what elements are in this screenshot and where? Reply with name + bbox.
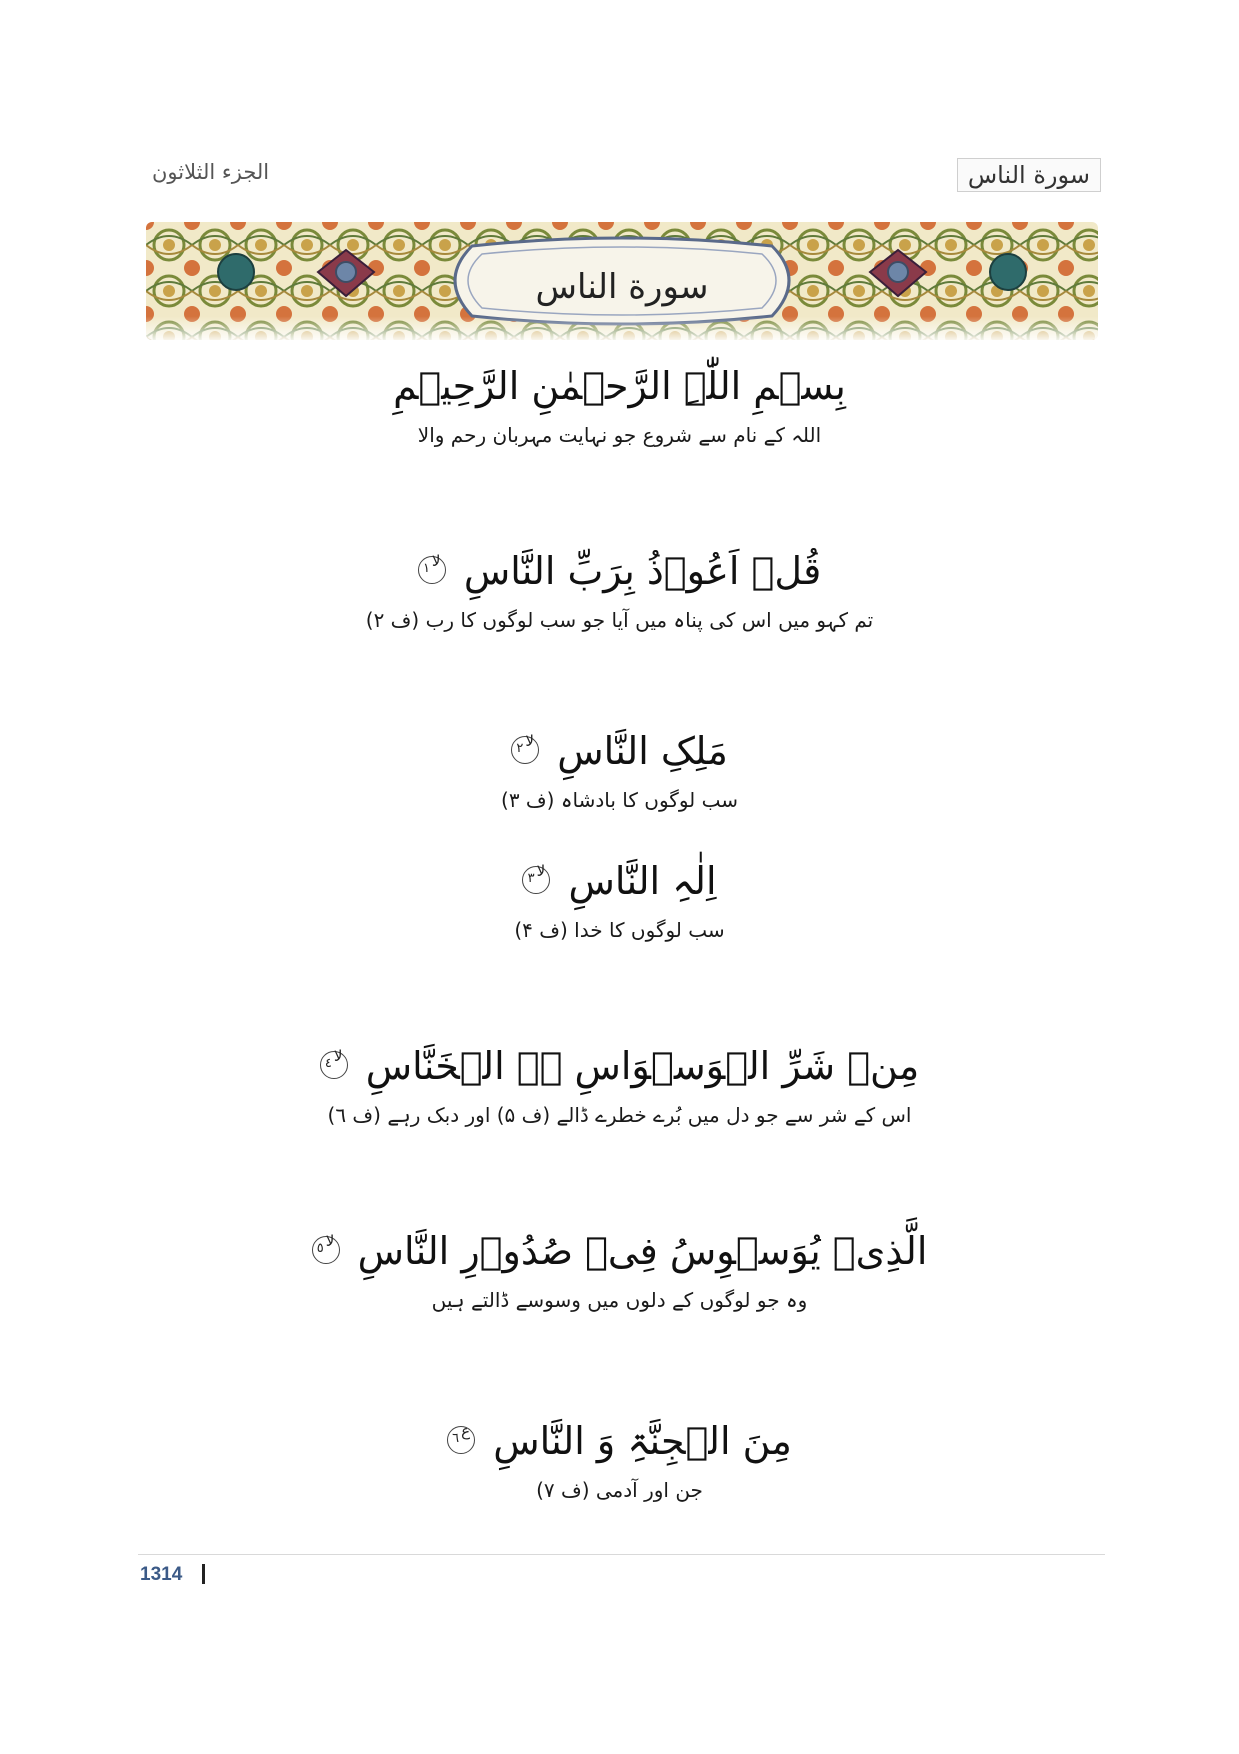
- page-number: 1314: [140, 1564, 183, 1585]
- verse-6: [0, 1415, 1239, 1505]
- verse-3-translation: سب لوگوں کا خدا (ف ۴): [514, 918, 725, 942]
- ayah-number-marker: [511, 731, 539, 764]
- verse-2-translation: سب لوگوں کا بادشاہ (ف ۳): [501, 788, 738, 812]
- verse-5-arabic: الَّذِیۡ یُوَسۡوِسُ فِیۡ صُدُوۡرِ النَّاسِ: [357, 1229, 928, 1273]
- verse-2: [0, 725, 1239, 815]
- waqf-sign: لا: [333, 1046, 343, 1065]
- waqf-sign: لا: [525, 731, 534, 750]
- verse-6-arabic: مِنَ الۡجِنَّۃِ وَ النَّاسِ: [493, 1419, 792, 1463]
- ayah-number-marker: [418, 551, 446, 584]
- ayah-number: ٦: [452, 1430, 460, 1446]
- page-number-bar: [202, 1564, 205, 1584]
- ayah-number: ١: [422, 560, 430, 576]
- verse-4-arabic: مِنۡ شَرِّ الۡوَسۡوَاسِ ۬ۙ الۡخَنَّاسِ: [365, 1044, 920, 1088]
- ayah-number: ٥: [316, 1240, 324, 1256]
- surah-header: سورة الناس: [957, 158, 1101, 192]
- basmala-translation: اللہ کے نام سے شروع جو نہایت مہربان رحم والا: [417, 423, 822, 447]
- verse-4-translation: اس کے شر سے جو دل میں بُرے خطرے ڈالے (ف ۵) اور دبک رہے (ف ٦): [327, 1103, 912, 1127]
- verse-5-line: [0, 1225, 1239, 1277]
- verse-3-arabic: اِلٰہِ النَّاسِ: [568, 859, 717, 903]
- verse-1-line: [0, 545, 1239, 597]
- verse-6-line: [0, 1415, 1239, 1467]
- verse-3-line: [0, 855, 1239, 907]
- juz-header: الجزء الثلاثون: [152, 160, 270, 184]
- verse-1-arabic: قُلۡ اَعُوۡذُ بِرَبِّ النَّاسِ: [463, 549, 822, 593]
- verse-4: [0, 1040, 1239, 1130]
- verse-5: [0, 1225, 1239, 1315]
- ayah-number: ٣: [527, 870, 535, 886]
- footer-divider: [138, 1554, 1105, 1555]
- ayah-number-marker: [522, 861, 550, 894]
- ayah-number-marker: [447, 1421, 475, 1454]
- verse-5-translation: وہ جو لوگوں کے دلوں میں وسوسے ڈالتے ہیں: [431, 1288, 808, 1312]
- waqf-sign: ع: [461, 1421, 471, 1440]
- basmala-block: [0, 360, 1239, 450]
- verse-3: [0, 855, 1239, 945]
- ayah-number-marker: [320, 1046, 348, 1079]
- ayah-number-marker: [312, 1231, 340, 1264]
- verse-1-translation: تم کہو میں اس کی پناہ میں آیا جو سب لوگوں کا رب (ف ۲): [365, 608, 874, 632]
- verse-4-line: [0, 1040, 1239, 1092]
- waqf-sign: لا: [325, 1231, 335, 1250]
- verse-1: [0, 545, 1239, 635]
- ayah-number: ٤: [324, 1055, 332, 1071]
- waqf-sign: لا: [431, 551, 441, 570]
- waqf-sign: لا: [536, 861, 546, 880]
- surah-banner: [146, 222, 1098, 340]
- verse-2-arabic: مَلِکِ النَّاسِ: [557, 729, 728, 773]
- verse-6-translation: جن اور آدمی (ف ۷): [536, 1478, 703, 1502]
- basmala-arabic: بِسۡمِ اللّٰہِ الرَّحۡمٰنِ الرَّحِیۡمِ: [393, 364, 846, 408]
- verse-2-line: [0, 725, 1239, 777]
- banner-title: سورة الناس: [535, 267, 709, 307]
- ayah-number: ٢: [516, 740, 524, 756]
